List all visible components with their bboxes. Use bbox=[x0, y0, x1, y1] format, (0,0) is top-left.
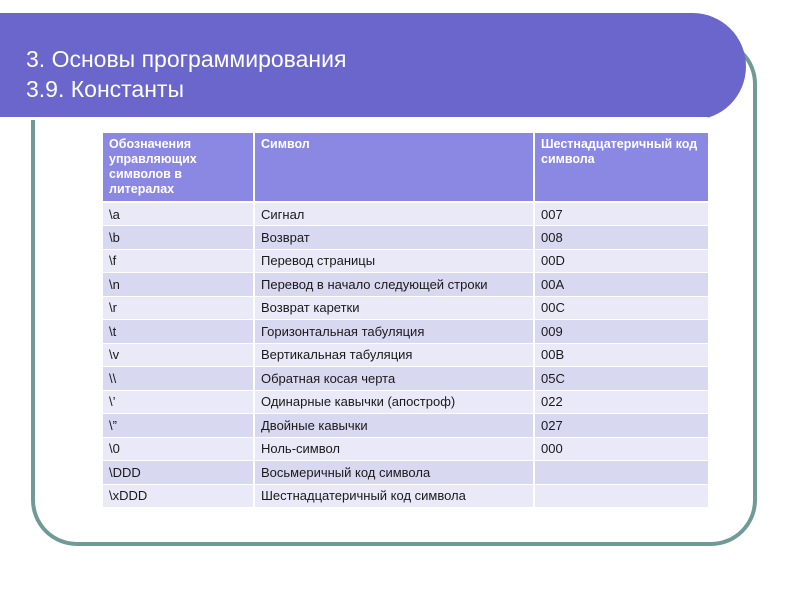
table-row bbox=[103, 226, 708, 250]
title-banner bbox=[0, 13, 746, 120]
table-row bbox=[103, 249, 708, 273]
table-row bbox=[103, 390, 708, 414]
table-row bbox=[103, 367, 708, 391]
title-line-2: 3.9. Константы bbox=[26, 76, 184, 102]
cell-hex: 000 bbox=[534, 437, 708, 461]
cell-code: \r bbox=[103, 296, 254, 320]
title-line-1: 3. Основы программирования bbox=[26, 46, 347, 72]
cell-code: \a bbox=[103, 202, 254, 226]
cell-hex: 027 bbox=[534, 414, 708, 438]
table-header-row bbox=[103, 133, 708, 202]
cell-hex: 00B bbox=[534, 343, 708, 367]
cell-code: \v bbox=[103, 343, 254, 367]
cell-hex: 022 bbox=[534, 390, 708, 414]
table-row bbox=[103, 343, 708, 367]
cell-hex: 008 bbox=[534, 226, 708, 250]
cell-name: Одинарные кавычки (апостроф) bbox=[254, 390, 534, 414]
cell-code: \n bbox=[103, 273, 254, 297]
cell-name: Вертикальная табуляция bbox=[254, 343, 534, 367]
table-row bbox=[103, 273, 708, 297]
cell-hex: 009 bbox=[534, 320, 708, 344]
cell-hex: 00C bbox=[534, 296, 708, 320]
table-row bbox=[103, 202, 708, 226]
cell-name: Ноль-символ bbox=[254, 437, 534, 461]
cell-name: Возврат каретки bbox=[254, 296, 534, 320]
cell-name: Перевод страницы bbox=[254, 249, 534, 273]
column-header-hex-code: Шестнадцатеричный код символа bbox=[534, 133, 708, 202]
cell-hex: 007 bbox=[534, 202, 708, 226]
cell-name: Двойные кавычки bbox=[254, 414, 534, 438]
title-underline bbox=[0, 117, 708, 120]
table-row bbox=[103, 296, 708, 320]
escape-sequences-table bbox=[103, 133, 708, 508]
slide-title bbox=[26, 44, 346, 104]
cell-name: Перевод в начало следующей строки bbox=[254, 273, 534, 297]
cell-hex: 05C bbox=[534, 367, 708, 391]
cell-code: \” bbox=[103, 414, 254, 438]
table-row bbox=[103, 437, 708, 461]
table-row bbox=[103, 414, 708, 438]
cell-code: \0 bbox=[103, 437, 254, 461]
cell-name: Восьмеричный код символа bbox=[254, 461, 534, 485]
cell-code: \’ bbox=[103, 390, 254, 414]
table-row bbox=[103, 484, 708, 508]
cell-name: Возврат bbox=[254, 226, 534, 250]
cell-code: \b bbox=[103, 226, 254, 250]
cell-code: \f bbox=[103, 249, 254, 273]
cell-code: \t bbox=[103, 320, 254, 344]
cell-hex bbox=[534, 461, 708, 485]
cell-code: \\ bbox=[103, 367, 254, 391]
cell-hex: 00D bbox=[534, 249, 708, 273]
cell-name: Шестнадцатеричный код символа bbox=[254, 484, 534, 508]
cell-name: Сигнал bbox=[254, 202, 534, 226]
cell-code: \DDD bbox=[103, 461, 254, 485]
column-header-symbol: Символ bbox=[254, 133, 534, 202]
table-row bbox=[103, 461, 708, 485]
cell-hex bbox=[534, 484, 708, 508]
cell-name: Горизонтальная табуляция bbox=[254, 320, 534, 344]
cell-name: Обратная косая черта bbox=[254, 367, 534, 391]
table-row bbox=[103, 320, 708, 344]
column-header-notation: Обозначения управляющих символов в литералах bbox=[103, 133, 254, 202]
cell-code: \xDDD bbox=[103, 484, 254, 508]
cell-hex: 00A bbox=[534, 273, 708, 297]
